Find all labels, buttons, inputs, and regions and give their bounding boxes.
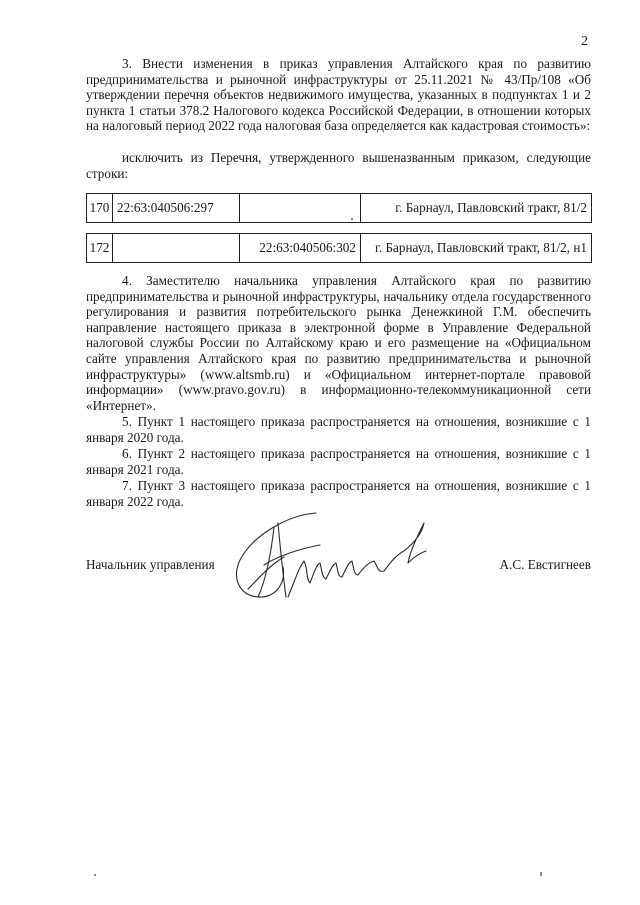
cadastral-number-1: 22:63:040506:297 — [113, 194, 240, 223]
scan-speck — [351, 218, 353, 220]
cadastral-number-2: 22:63:040506:302 — [240, 234, 361, 263]
row-number: 170 — [87, 194, 113, 223]
paragraph-4: 4. Заместителю начальника управления Алтайского края по развитию предпринимательства и рыночной инфраструктуры, начальнику отдела государственного регулирования и развития потребительского рынка Денежкиной Г.М. обеспечить направление настоящего приказа в электронной форме в Управление Федеральной налоговой службы России по Алтайскому краю и его размещение на «Официальном сайте управления Алтайского края по развитию предпринимательства и рыночной инфраструктуры» (www.altsmb.ru) и «Официальном интернет-портале правовой информации» (www.pravo.gov.ru) в информационно-телекоммуникационной сети «Интернет». — [86, 273, 591, 413]
row-number: 172 — [87, 234, 113, 263]
signer-name: А.С. Евстигнеев — [499, 557, 591, 572]
paragraph-3: 3. Внести изменения в приказ управления Алтайского края по развитию предпринимательства и рыночной инфраструктуры от 25.11.2021 № 43/Пр/108 «Об утверждении перечня объектов недвижимого имущества, указанных в подпунктах 1 и 2 пункта 1 статьи 378.2 Налогового кодекса Российской Федерации, в отношении которых на налоговый период 2022 года налоговая база определяется как кадастровая стоимость»: — [86, 56, 591, 134]
table-row — [87, 194, 592, 223]
address-cell: г. Барнаул, Павловский тракт, 81/2, н1 — [361, 234, 592, 263]
excluded-row-table-1 — [86, 193, 592, 223]
cadastral-number-2 — [240, 194, 361, 223]
excluded-row-table-2 — [86, 233, 592, 263]
paragraph-6: 6. Пункт 2 настоящего приказа распространяется на отношения, возникшие с 1 января 2021 года. — [86, 446, 591, 477]
paragraph-7: 7. Пункт 3 настоящего приказа распространяется на отношения, возникшие с 1 января 2022 года. — [86, 478, 591, 509]
paragraph-5: 5. Пункт 1 настоящего приказа распространяется на отношения, возникшие с 1 января 2020 года. — [86, 414, 591, 445]
cadastral-number-1 — [113, 234, 240, 263]
table-row — [87, 234, 592, 263]
handwritten-signature — [228, 505, 438, 605]
scan-speck — [94, 874, 96, 876]
signer-position: Начальник управления — [86, 557, 215, 572]
address-cell: г. Барнаул, Павловский тракт, 81/2 — [361, 194, 592, 223]
page-number: 2 — [581, 34, 588, 49]
paragraph-exclude: исключить из Перечня, утвержденного вышеназванным приказом, следующие строки: — [86, 150, 591, 181]
scan-speck — [540, 872, 542, 876]
